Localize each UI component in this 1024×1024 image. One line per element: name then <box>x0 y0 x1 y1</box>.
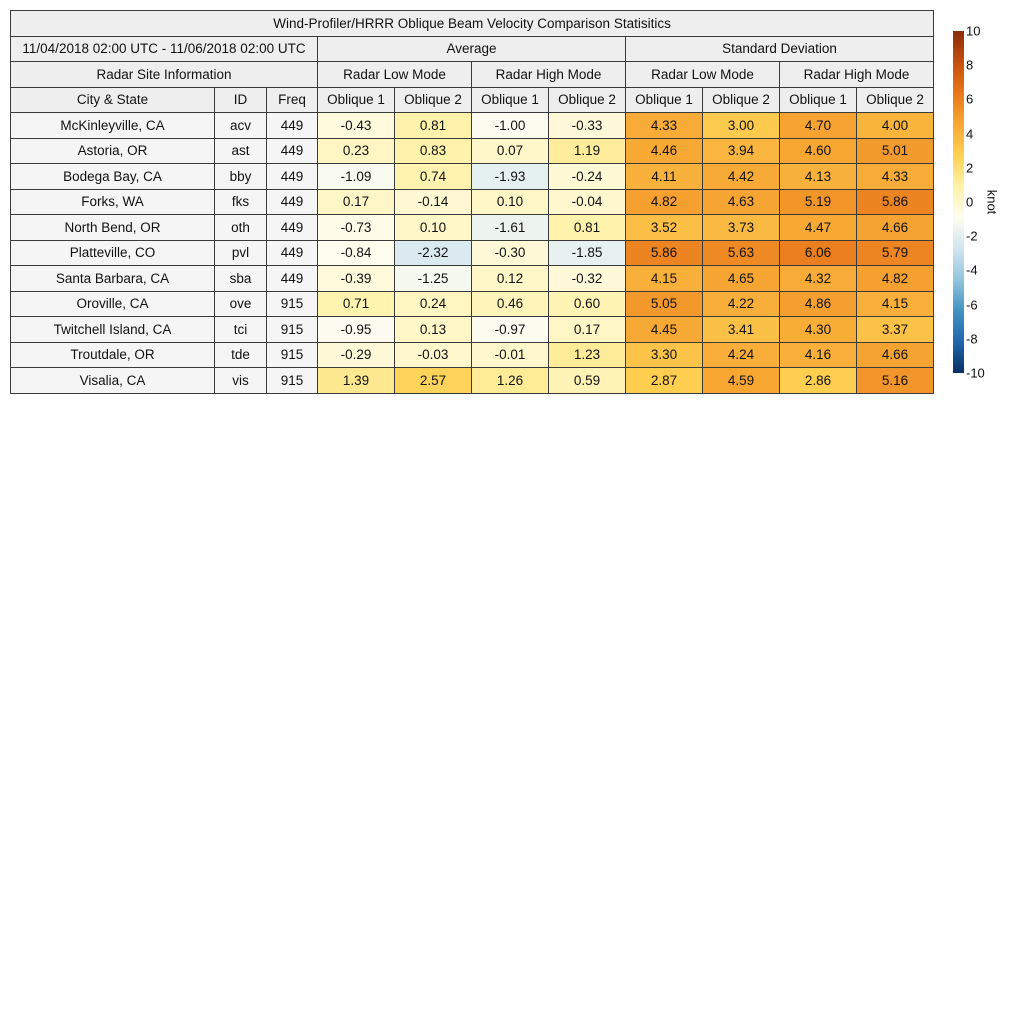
cell-std-low-oblique1: 4.46 <box>626 138 703 164</box>
cell-freq: 449 <box>267 240 318 266</box>
cell-std-low-oblique2: 4.63 <box>703 189 780 215</box>
cell-city: Santa Barbara, CA <box>11 266 215 292</box>
date-range: 11/04/2018 02:00 UTC - 11/06/2018 02:00 UTC <box>11 36 318 62</box>
cell-std-low-oblique2: 3.00 <box>703 113 780 139</box>
table-row <box>11 138 934 164</box>
cell-freq: 449 <box>267 189 318 215</box>
cell-std-low-oblique2: 4.24 <box>703 342 780 368</box>
cell-std-high-oblique1: 4.60 <box>780 138 857 164</box>
cell-std-low-oblique2: 4.42 <box>703 164 780 190</box>
cell-std-high-oblique2: 4.66 <box>857 215 934 241</box>
cell-avg-high-oblique1: 0.46 <box>472 291 549 317</box>
cell-std-low-oblique1: 3.30 <box>626 342 703 368</box>
col-avg-low-oblique1-header: Oblique 1 <box>318 87 395 113</box>
cell-std-high-oblique1: 4.86 <box>780 291 857 317</box>
cell-city: McKinleyville, CA <box>11 113 215 139</box>
cell-avg-low-oblique1: -0.39 <box>318 266 395 292</box>
cell-avg-low-oblique1: -0.43 <box>318 113 395 139</box>
cell-freq: 915 <box>267 342 318 368</box>
cell-std-high-oblique2: 4.15 <box>857 291 934 317</box>
cell-city: Bodega Bay, CA <box>11 164 215 190</box>
cell-avg-low-oblique1: -1.09 <box>318 164 395 190</box>
col-std-low-oblique1-header: Oblique 1 <box>626 87 703 113</box>
cell-avg-low-oblique2: -2.32 <box>395 240 472 266</box>
cell-freq: 449 <box>267 266 318 292</box>
cell-avg-high-oblique1: -0.30 <box>472 240 549 266</box>
cell-avg-high-oblique1: -1.93 <box>472 164 549 190</box>
cell-std-high-oblique2: 4.66 <box>857 342 934 368</box>
cell-id: ove <box>215 291 267 317</box>
cell-std-low-oblique1: 3.52 <box>626 215 703 241</box>
colorbar-tick-label: -2 <box>966 228 978 244</box>
avg-high-mode-header: Radar High Mode <box>472 62 626 88</box>
cell-avg-high-oblique2: -0.04 <box>549 189 626 215</box>
cell-avg-high-oblique2: 0.81 <box>549 215 626 241</box>
cell-avg-low-oblique1: -0.84 <box>318 240 395 266</box>
table-row <box>11 164 934 190</box>
colorbar-tick-label: -10 <box>966 365 985 381</box>
cell-std-low-oblique2: 4.22 <box>703 291 780 317</box>
cell-freq: 449 <box>267 164 318 190</box>
cell-std-low-oblique1: 4.45 <box>626 317 703 343</box>
colorbar-tick-label: 0 <box>966 194 974 210</box>
cell-std-high-oblique2: 5.01 <box>857 138 934 164</box>
colorbar-tick-label: -6 <box>966 297 978 313</box>
cell-std-low-oblique2: 3.73 <box>703 215 780 241</box>
cell-id: tci <box>215 317 267 343</box>
cell-std-high-oblique2: 4.33 <box>857 164 934 190</box>
cell-std-low-oblique2: 4.59 <box>703 368 780 394</box>
table-row <box>11 240 934 266</box>
cell-avg-high-oblique1: 0.10 <box>472 189 549 215</box>
site-info-header: Radar Site Information <box>11 62 318 88</box>
cell-id: bby <box>215 164 267 190</box>
cell-freq: 915 <box>267 368 318 394</box>
col-std-low-oblique2-header: Oblique 2 <box>703 87 780 113</box>
col-city-header: City & State <box>11 87 215 113</box>
cell-avg-low-oblique1: 0.17 <box>318 189 395 215</box>
cell-avg-high-oblique2: -0.24 <box>549 164 626 190</box>
cell-std-low-oblique2: 5.63 <box>703 240 780 266</box>
col-avg-low-oblique2-header: Oblique 2 <box>395 87 472 113</box>
table-row <box>11 266 934 292</box>
cell-id: pvl <box>215 240 267 266</box>
cell-avg-low-oblique1: -0.29 <box>318 342 395 368</box>
cell-avg-high-oblique1: 0.07 <box>472 138 549 164</box>
cell-city: Platteville, CO <box>11 240 215 266</box>
cell-avg-high-oblique1: -1.61 <box>472 215 549 241</box>
cell-avg-low-oblique2: -0.14 <box>395 189 472 215</box>
col-id-header: ID <box>215 87 267 113</box>
cell-avg-high-oblique2: 0.59 <box>549 368 626 394</box>
cell-avg-low-oblique2: 0.10 <box>395 215 472 241</box>
cell-avg-high-oblique2: -0.33 <box>549 113 626 139</box>
cell-avg-low-oblique2: 0.74 <box>395 164 472 190</box>
cell-freq: 449 <box>267 215 318 241</box>
cell-avg-low-oblique2: 0.81 <box>395 113 472 139</box>
cell-city: Visalia, CA <box>11 368 215 394</box>
cell-std-low-oblique1: 4.82 <box>626 189 703 215</box>
col-std-high-oblique2-header: Oblique 2 <box>857 87 934 113</box>
cell-avg-low-oblique2: 0.24 <box>395 291 472 317</box>
cell-avg-low-oblique1: -0.95 <box>318 317 395 343</box>
cell-avg-low-oblique2: -1.25 <box>395 266 472 292</box>
cell-std-high-oblique1: 4.16 <box>780 342 857 368</box>
cell-avg-high-oblique1: -0.01 <box>472 342 549 368</box>
cell-avg-low-oblique2: 2.57 <box>395 368 472 394</box>
cell-id: tde <box>215 342 267 368</box>
cell-city: Troutdale, OR <box>11 342 215 368</box>
cell-avg-high-oblique1: -1.00 <box>472 113 549 139</box>
table-title: Wind-Profiler/HRRR Oblique Beam Velocity Comparison Statisitics <box>11 11 934 37</box>
table-body <box>11 113 934 394</box>
colorbar-tick-label: -8 <box>966 331 978 347</box>
colorbar-unit-label: knot <box>984 189 1000 215</box>
cell-id: ast <box>215 138 267 164</box>
cell-avg-low-oblique1: 1.39 <box>318 368 395 394</box>
cell-std-low-oblique1: 2.87 <box>626 368 703 394</box>
cell-avg-high-oblique1: 0.12 <box>472 266 549 292</box>
table-row <box>11 368 934 394</box>
group-std-header: Standard Deviation <box>626 36 934 62</box>
cell-std-low-oblique1: 5.05 <box>626 291 703 317</box>
cell-avg-high-oblique1: -0.97 <box>472 317 549 343</box>
std-high-mode-header: Radar High Mode <box>780 62 934 88</box>
col-freq-header: Freq <box>267 87 318 113</box>
cell-avg-low-oblique1: 0.23 <box>318 138 395 164</box>
cell-avg-high-oblique2: 1.23 <box>549 342 626 368</box>
stats-table <box>10 10 934 394</box>
table-row <box>11 317 934 343</box>
cell-std-high-oblique2: 5.16 <box>857 368 934 394</box>
colorbar-tick-label: 2 <box>966 160 974 176</box>
cell-std-high-oblique2: 3.37 <box>857 317 934 343</box>
cell-id: acv <box>215 113 267 139</box>
avg-low-mode-header: Radar Low Mode <box>318 62 472 88</box>
cell-std-low-oblique2: 4.65 <box>703 266 780 292</box>
cell-std-high-oblique1: 5.19 <box>780 189 857 215</box>
cell-id: fks <box>215 189 267 215</box>
cell-id: sba <box>215 266 267 292</box>
colorbar-tick-label: 8 <box>966 57 974 73</box>
table-row <box>11 215 934 241</box>
cell-avg-low-oblique2: 0.13 <box>395 317 472 343</box>
colorbar-tick-label: 6 <box>966 91 974 107</box>
cell-city: Astoria, OR <box>11 138 215 164</box>
cell-avg-low-oblique2: -0.03 <box>395 342 472 368</box>
cell-freq: 449 <box>267 138 318 164</box>
cell-std-high-oblique1: 4.32 <box>780 266 857 292</box>
cell-std-low-oblique2: 3.94 <box>703 138 780 164</box>
table-row <box>11 113 934 139</box>
cell-avg-low-oblique1: -0.73 <box>318 215 395 241</box>
cell-std-low-oblique1: 4.15 <box>626 266 703 292</box>
group-average-header: Average <box>318 36 626 62</box>
cell-avg-high-oblique2: 0.60 <box>549 291 626 317</box>
colorbar-tick-label: 4 <box>966 126 974 142</box>
cell-std-low-oblique1: 5.86 <box>626 240 703 266</box>
cell-std-high-oblique1: 4.13 <box>780 164 857 190</box>
table-row <box>11 291 934 317</box>
cell-std-low-oblique1: 4.11 <box>626 164 703 190</box>
table-row <box>11 342 934 368</box>
cell-std-low-oblique2: 3.41 <box>703 317 780 343</box>
cell-freq: 915 <box>267 291 318 317</box>
cell-std-high-oblique2: 5.79 <box>857 240 934 266</box>
cell-city: North Bend, OR <box>11 215 215 241</box>
cell-city: Twitchell Island, CA <box>11 317 215 343</box>
cell-avg-low-oblique2: 0.83 <box>395 138 472 164</box>
cell-avg-high-oblique1: 1.26 <box>472 368 549 394</box>
col-std-high-oblique1-header: Oblique 1 <box>780 87 857 113</box>
cell-std-high-oblique1: 6.06 <box>780 240 857 266</box>
cell-avg-high-oblique2: -1.85 <box>549 240 626 266</box>
cell-freq: 915 <box>267 317 318 343</box>
cell-id: oth <box>215 215 267 241</box>
cell-std-high-oblique2: 4.82 <box>857 266 934 292</box>
cell-avg-low-oblique1: 0.71 <box>318 291 395 317</box>
cell-avg-high-oblique2: 1.19 <box>549 138 626 164</box>
std-low-mode-header: Radar Low Mode <box>626 62 780 88</box>
colorbar <box>953 31 964 373</box>
colorbar-tick-label: 10 <box>966 23 981 39</box>
cell-std-high-oblique1: 4.47 <box>780 215 857 241</box>
colorbar-tick-label: -4 <box>966 262 978 278</box>
cell-std-high-oblique1: 4.30 <box>780 317 857 343</box>
cell-std-high-oblique2: 5.86 <box>857 189 934 215</box>
cell-city: Oroville, CA <box>11 291 215 317</box>
cell-std-high-oblique1: 4.70 <box>780 113 857 139</box>
cell-avg-high-oblique2: 0.17 <box>549 317 626 343</box>
cell-avg-high-oblique2: -0.32 <box>549 266 626 292</box>
table-row <box>11 189 934 215</box>
col-avg-high-oblique2-header: Oblique 2 <box>549 87 626 113</box>
cell-std-low-oblique1: 4.33 <box>626 113 703 139</box>
cell-city: Forks, WA <box>11 189 215 215</box>
cell-freq: 449 <box>267 113 318 139</box>
cell-std-high-oblique1: 2.86 <box>780 368 857 394</box>
cell-id: vis <box>215 368 267 394</box>
cell-std-high-oblique2: 4.00 <box>857 113 934 139</box>
col-avg-high-oblique1-header: Oblique 1 <box>472 87 549 113</box>
